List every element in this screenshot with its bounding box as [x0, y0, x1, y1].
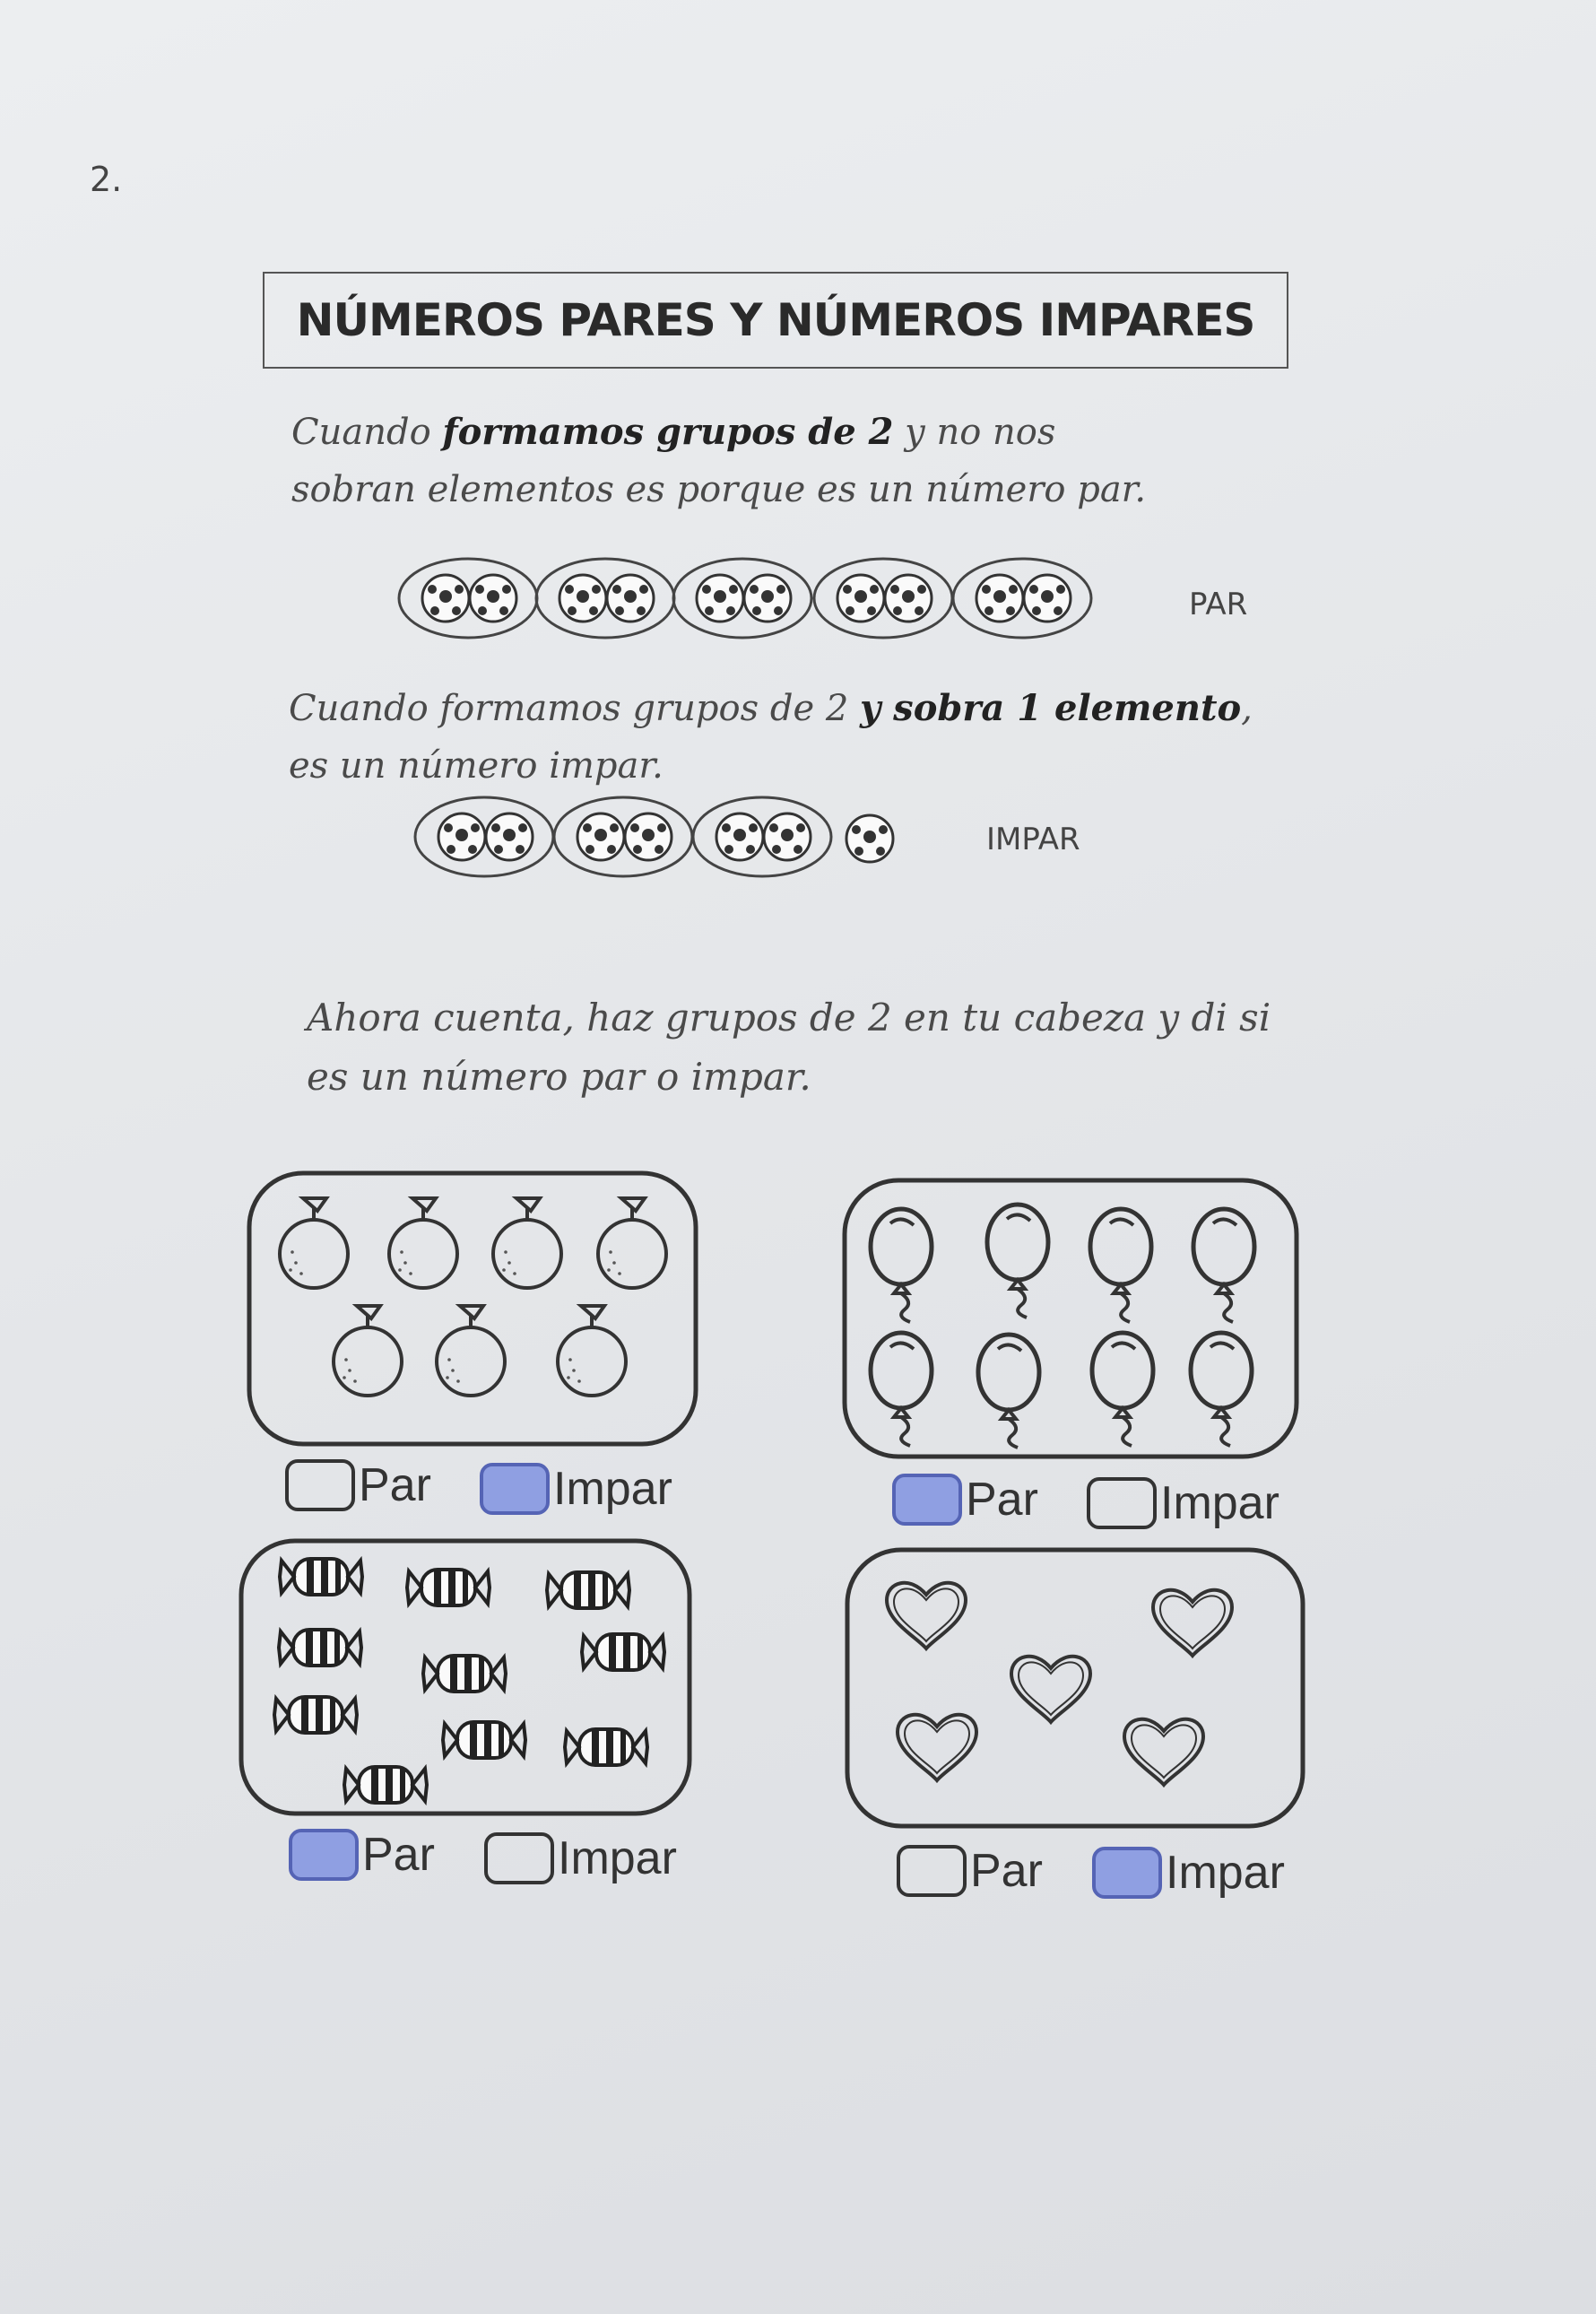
ex1-impar-checkbox[interactable]: [480, 1463, 550, 1515]
ex4-par-checkbox[interactable]: [897, 1845, 967, 1897]
impar-example-groups: [415, 797, 893, 876]
ex2-impar-checkbox[interactable]: [1087, 1477, 1157, 1529]
hearts-group: [887, 1583, 1232, 1785]
ex4-impar-checkbox[interactable]: [1092, 1847, 1162, 1899]
ex4-option-par[interactable]: Par: [897, 1844, 1043, 1898]
page-number: 2.: [90, 160, 123, 199]
rule-even-emphasis: formamos grupos de 2: [442, 411, 894, 453]
page-title: NÚMEROS PARES Y NÚMEROS IMPARES: [296, 294, 1255, 346]
ex3-option-impar[interactable]: Impar: [484, 1831, 677, 1885]
par-example-groups: [399, 559, 1091, 638]
ex1-option-par[interactable]: Par: [285, 1458, 431, 1512]
ex1-option-impar[interactable]: Impar: [480, 1462, 672, 1516]
rule-odd-emphasis: y sobra 1 elemento: [860, 687, 1242, 729]
rule-even-text: Cuando formamos grupos de 2 y no nos sobran elementos es porque es un número par.: [291, 411, 1147, 510]
ex3-impar-checkbox[interactable]: [484, 1832, 554, 1884]
candies-group: [274, 1559, 664, 1803]
ex1-par-checkbox[interactable]: [285, 1459, 355, 1511]
oranges-group: [280, 1198, 666, 1396]
ex3-par-checkbox[interactable]: [289, 1829, 359, 1881]
balloons-group: [871, 1205, 1254, 1448]
rule-odd-text: Cuando formamos grupos de 2 y sobra 1 elemento, es un número impar.: [289, 687, 1253, 787]
ex2-par-checkbox[interactable]: [892, 1474, 962, 1526]
exercise-box-oranges: [249, 1173, 696, 1444]
par-example-label: PAR: [1189, 587, 1248, 622]
ex2-option-par[interactable]: Par: [892, 1473, 1038, 1527]
ex2-option-impar[interactable]: Impar: [1087, 1476, 1279, 1530]
impar-example-label: IMPAR: [986, 822, 1080, 857]
ex4-option-impar[interactable]: Impar: [1092, 1846, 1285, 1900]
ex3-option-par[interactable]: Par: [289, 1828, 435, 1882]
instruction-text: Ahora cuenta, haz grupos de 2 en tu cabeza y di si es un número par o impar.: [307, 996, 1271, 1099]
